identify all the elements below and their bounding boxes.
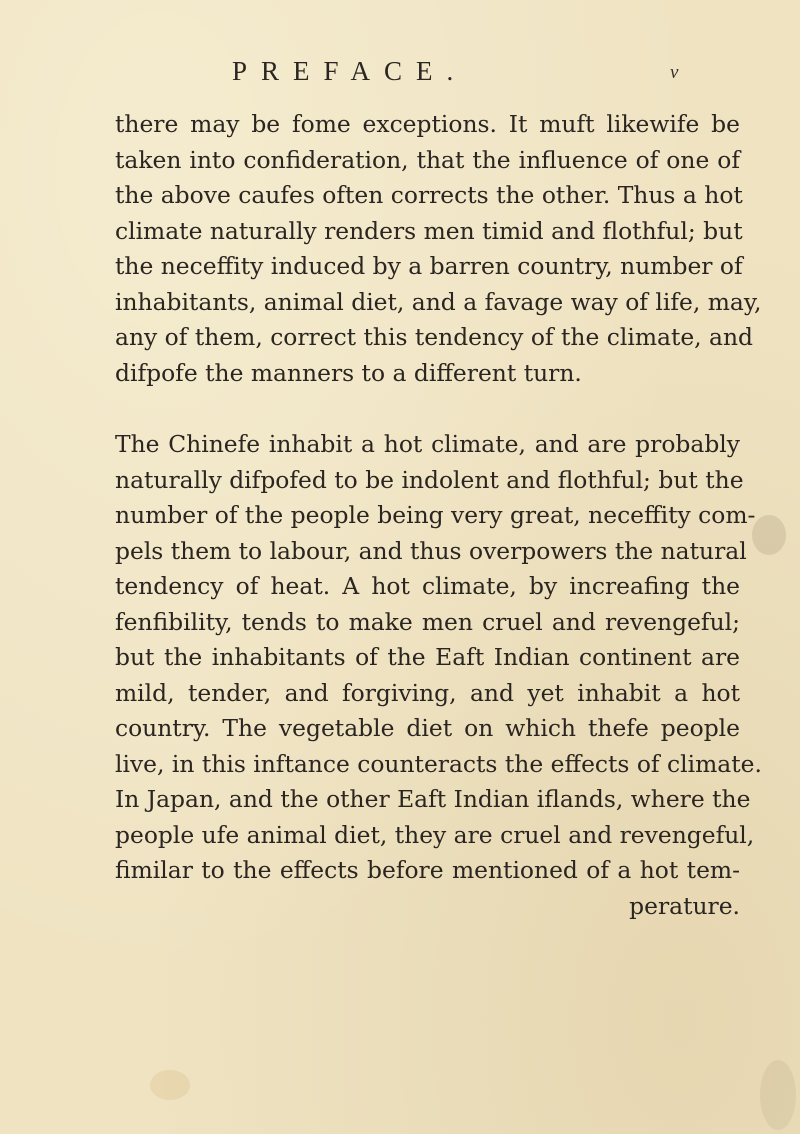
text-line: any of them, correct this tendency of the climate, and [115,323,754,351]
paper-stain [760,1060,796,1130]
text-line: mild, tender, and forgiving, and yet inhabit a hot [115,678,740,707]
text-line: In Japan, and the other Eaft Indian iflands, where the [115,785,751,813]
text-line: number of the people being very great, neceffity com- [115,501,756,529]
running-title: PREFACE. [232,56,468,86]
paper-stain [752,515,786,555]
text-line: perature. [629,891,740,920]
paper-stain [150,1070,190,1100]
text-line: inhabitants, animal diet, and a favage way of life, may, [115,287,762,316]
page-number: v [670,62,679,83]
text-line: the above caufes often corrects the other. Thus a hot [115,181,743,209]
paragraph-1 [115,107,762,391]
body-text [115,107,762,924]
text-line: climate naturally renders men timid and flothful; but [115,216,743,245]
text-line: tendency of heat. A hot climate, by increafing the [115,572,740,600]
text-line: difpofe the manners to a different turn. [115,358,582,387]
text-line: pels them to labour, and thus overpowers the natural [115,536,747,565]
text-line: people ufe animal diet, they are cruel and revengeful, [115,820,755,849]
text-line: fimilar to the effects before mentioned of a hot tem- [115,856,740,884]
text-line: The Chinefe inhabit a hot climate, and are probably [115,430,740,458]
text-line: live, in this inftance counteracts the effects of climate. [115,749,762,778]
paragraph-2 [115,427,762,924]
text-line: fenfibility, tends to make men cruel and revengeful; [115,607,740,636]
text-line: taken into confideration, that the influence of one of [115,145,740,174]
text-line: but the inhabitants of the Eaft Indian continent are [115,643,740,671]
text-line: the neceffity induced by a barren country, number of [115,252,743,280]
text-line: naturally difpofed to be indolent and flothful; but the [115,465,744,494]
text-line: there may be fome exceptions. It muft likewife be [115,110,740,138]
text-line: country. The vegetable diet on which thefe people [115,714,740,742]
